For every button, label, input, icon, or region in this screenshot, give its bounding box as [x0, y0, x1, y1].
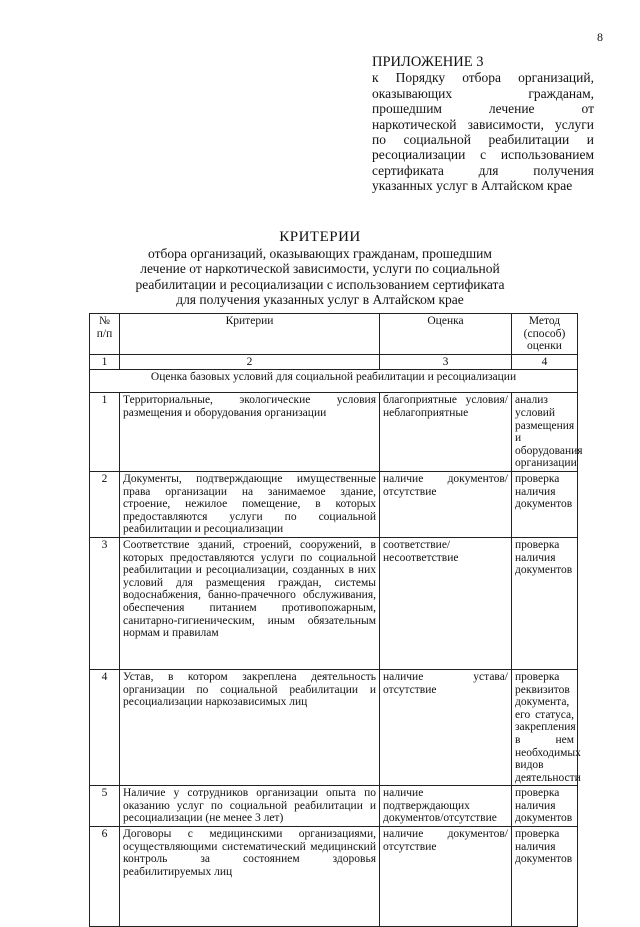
criteria-table: [89, 313, 583, 927]
table-row: [90, 786, 578, 827]
column-index: 3: [380, 354, 512, 370]
header-method: Метод (способ) оценки: [512, 314, 578, 355]
row-score: благоприятные условия/неблагоприятные: [380, 393, 512, 472]
appendix-text: к Порядку отбора организаций, оказывающих гражданам, прошедшим лечение от наркотической зависимости, услуги по социальной реабилитации и ресоциализации с использованием сертификата для получения указанных услуг в Алтайском крае: [372, 70, 594, 194]
row-score: наличие документов/отсутствие: [380, 471, 512, 537]
row-score: наличие устава/отсутствие: [380, 669, 512, 785]
table-row: [90, 827, 578, 927]
row-criteria: Договоры с медицинскими организациями, осуществляющими систематический медицинский контроль за состоянием здоровья реабилитируемых лиц: [120, 827, 380, 927]
column-index: 1: [90, 354, 120, 370]
row-num: 3: [90, 537, 120, 669]
row-score: соответствие/несоответствие: [380, 537, 512, 669]
row-method: проверка наличия документов: [512, 827, 578, 927]
appendix-block: [372, 55, 594, 194]
page-number: 8: [597, 30, 603, 44]
table-row: [90, 471, 578, 537]
row-score: наличие подтверждающих документов/отсутствие: [380, 786, 512, 827]
section-title: Оценка базовых условий для социальной реабилитации и ресоциализации: [90, 370, 578, 393]
title-sub-line: реабилитации и ресоциализации с использованием сертификата: [135, 276, 505, 292]
header-criteria: Критерии: [120, 314, 380, 355]
row-score: наличие документов/отсутствие: [380, 827, 512, 927]
header-num: № п/п: [90, 314, 120, 355]
row-method: проверка наличия документов: [512, 471, 578, 537]
column-index: 4: [512, 354, 578, 370]
row-criteria: Устав, в котором закреплена деятельность организации по социальной реабилитации и ресоциализации наркозависимых лиц: [120, 669, 380, 785]
row-num: 2: [90, 471, 120, 537]
title-sub-line: отбора организаций, оказывающих гражданам, прошедшим: [148, 246, 492, 261]
table-row: [90, 537, 578, 669]
row-num: 1: [90, 393, 120, 472]
column-index-row: [90, 354, 578, 370]
header-score: Оценка: [380, 314, 512, 355]
section-row: [90, 370, 578, 393]
table-row: [90, 669, 578, 785]
title-main: КРИТЕРИИ: [279, 229, 361, 245]
row-criteria: Территориальные, экологические условия размещения и оборудования организации: [120, 393, 380, 472]
row-num: 5: [90, 786, 120, 827]
row-criteria: Соответствие зданий, строений, сооружений, в которых предоставляются услуги по социальной реабилитации и ресоциализации, созданных в них условий для размещения граждан, системы водоснабжения, банно-прачечного обслуживания, обеспечения питанием противопожарным, санитарно-гигиеническим, иным обязательным нормам и правилам: [120, 537, 380, 669]
row-criteria: Документы, подтверждающие имущественные права организации на занимаемое здание, строение, нежилое помещение, в которых предоставляются услуги по социальной реабилитации и ресоциализации: [120, 471, 380, 537]
appendix-heading: ПРИЛОЖЕНИЕ 3: [372, 54, 484, 70]
row-num: 4: [90, 669, 120, 785]
title-sub-line: лечение от наркотической зависимости, услуги по социальной: [140, 261, 500, 277]
document-title: [100, 229, 540, 308]
row-method: проверка реквизитов документа, его статуса, закрепления в нем необходимых видов деятельности: [512, 669, 578, 785]
row-num: 6: [90, 827, 120, 927]
table-header-row: [90, 314, 578, 355]
row-criteria: Наличие у сотрудников организации опыта по оказанию услуг по социальной реабилитации и ресоциализации (не менее 3 лет): [120, 786, 380, 827]
title-sub-line: для получения указанных услуг в Алтайском крае: [176, 292, 464, 308]
row-method: проверка наличия документов: [512, 786, 578, 827]
table-row: [90, 393, 578, 472]
row-method: анализ условий размещения и оборудования организации: [512, 393, 578, 472]
row-method: проверка наличия документов: [512, 537, 578, 669]
column-index: 2: [120, 354, 380, 370]
